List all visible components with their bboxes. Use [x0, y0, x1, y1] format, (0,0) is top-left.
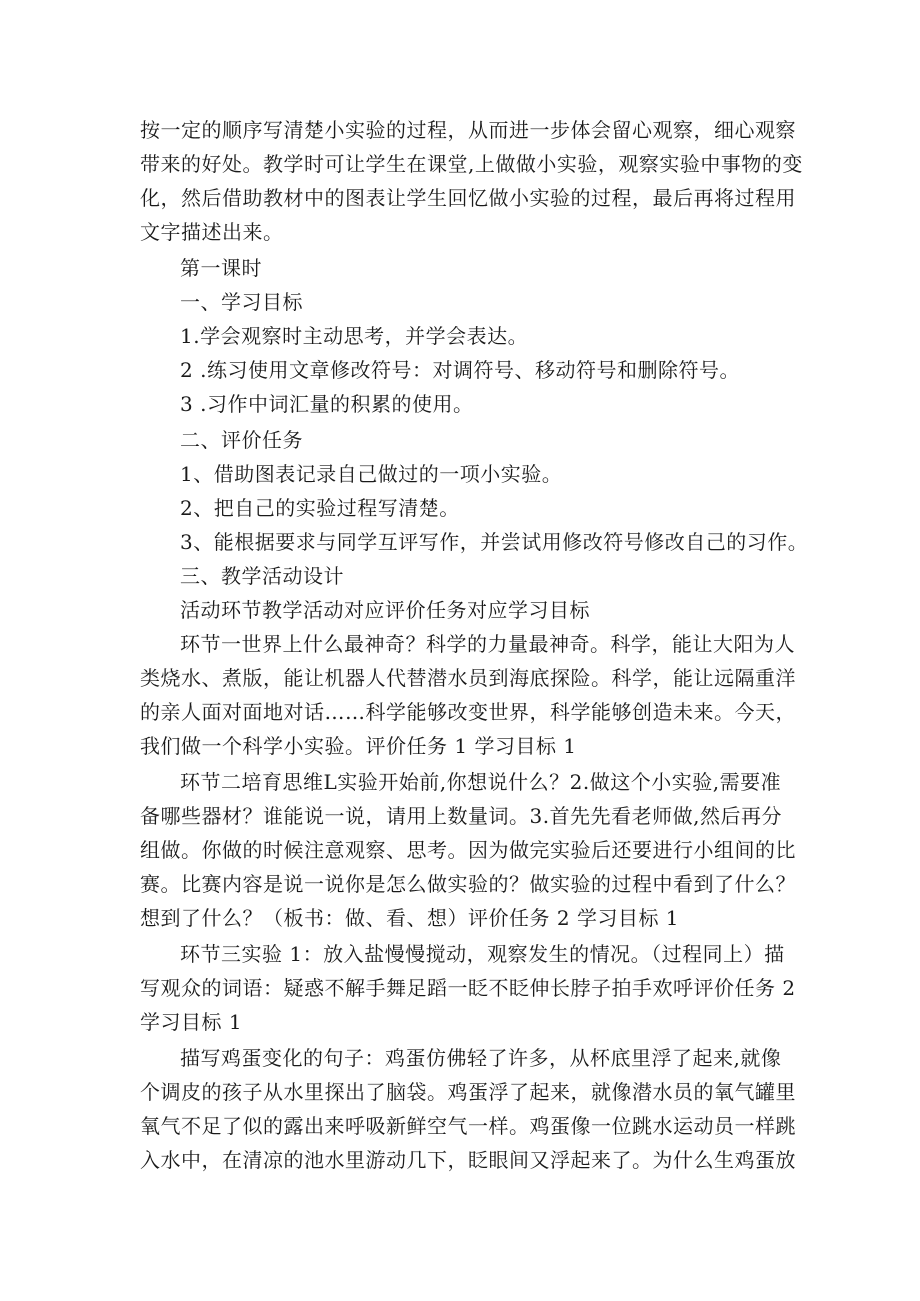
goal-1: 1.学会观察时主动思考，并学会表达。	[180, 324, 529, 348]
step-2-line-3: 组做。你做的时候注意观察、思考。因为做完实验后还要进行小组间的比	[140, 838, 796, 862]
intro-line-3: 化，然后借助教材中的图表让学生回忆做小实验的过程，最后再将过程用	[140, 186, 796, 210]
intro-line-2: 带来的好处。教学时可让学生在课堂,上做做小实验，观察实验中事物的变	[140, 152, 803, 176]
lesson-title: 第一课时	[180, 256, 262, 280]
step-3-line-3: 学习目标 1	[140, 1010, 243, 1034]
egg-line-2: 个调皮的孩子从水里探出了脑袋。鸡蛋浮了起来，就像潜水员的氧气罐里	[140, 1080, 796, 1104]
heading-design: 三、教学活动设计	[180, 564, 344, 588]
goal-3: 3 .习作中词汇量的积累的使用。	[180, 392, 474, 416]
egg-line-3: 氧气不足了似的露出来呼吸新鲜空气一样。鸡蛋像一位跳水运动员一样跳	[140, 1114, 796, 1138]
step-2-line-4: 赛。比赛内容是说一说你是怎么做实验的？做实验的过程中看到了什么？	[140, 872, 796, 896]
goal-2: 2 .练习使用文章修改符号：对调符号、移动符号和删除符号。	[180, 358, 740, 382]
step-1-line-3: 的亲人面对面地对话……科学能够改变世界，科学能够创造未来。今天，	[140, 700, 796, 724]
step-1-line-2: 类烧水、煮版，能让机器人代替潜水员到海底探险。科学，能让远隔重洋	[140, 666, 796, 690]
egg-line-4: 入水中，在清凉的池水里游动几下，眨眼间又浮起来了。为什么生鸡蛋放	[140, 1148, 796, 1172]
intro-line-1: 按一定的顺序写清楚小实验的过程，从而进一步体会留心观察，细心观察	[140, 118, 796, 142]
step-2-line-5: 想到了什么？（板书：做、看、想）评价任务 2 学习目标 1	[140, 906, 680, 930]
step-1-line-4: 我们做一个科学小实验。评价任务 1 学习目标 1	[140, 734, 577, 758]
step-3-line-2: 写观众的词语：疑惑不解手舞足蹈一眨不眨伸长脖子拍手欢呼评价任务 2	[140, 976, 796, 1000]
table-header: 活动环节教学活动对应评价任务对应学习目标	[180, 598, 590, 622]
step-2-line-2: 备哪些器材？谁能说一说，请用上数量词。3.首先先看老师做,然后再分	[140, 804, 782, 828]
heading-tasks: 二、评价任务	[180, 428, 303, 452]
step-1-line-1: 环节一世界上什么最神奇？科学的力量最神奇。科学，能让大阳为人	[180, 632, 795, 656]
step-3-line-1: 环节三实验 1：放入盐慢慢搅动，观察发生的情况。（过程同上）描	[180, 942, 785, 966]
step-2-line-1: 环节二培育思维L实验开始前,你想说什么？2.做这个小实验,需要准	[180, 770, 782, 794]
egg-line-1: 描写鸡蛋变化的句子：鸡蛋仿佛轻了许多，从杯底里浮了起来,就像	[180, 1046, 782, 1070]
task-2: 2、把自己的实验过程写清楚。	[180, 496, 460, 520]
heading-goals: 一、学习目标	[180, 290, 303, 314]
intro-line-4: 文字描述出来。	[140, 220, 284, 244]
task-1: 1、借助图表记录自己做过的一项小实验。	[180, 462, 563, 486]
task-3: 3、能根据要求与同学互评写作，并尝试用修改符号修改自己的习作。	[180, 530, 809, 554]
